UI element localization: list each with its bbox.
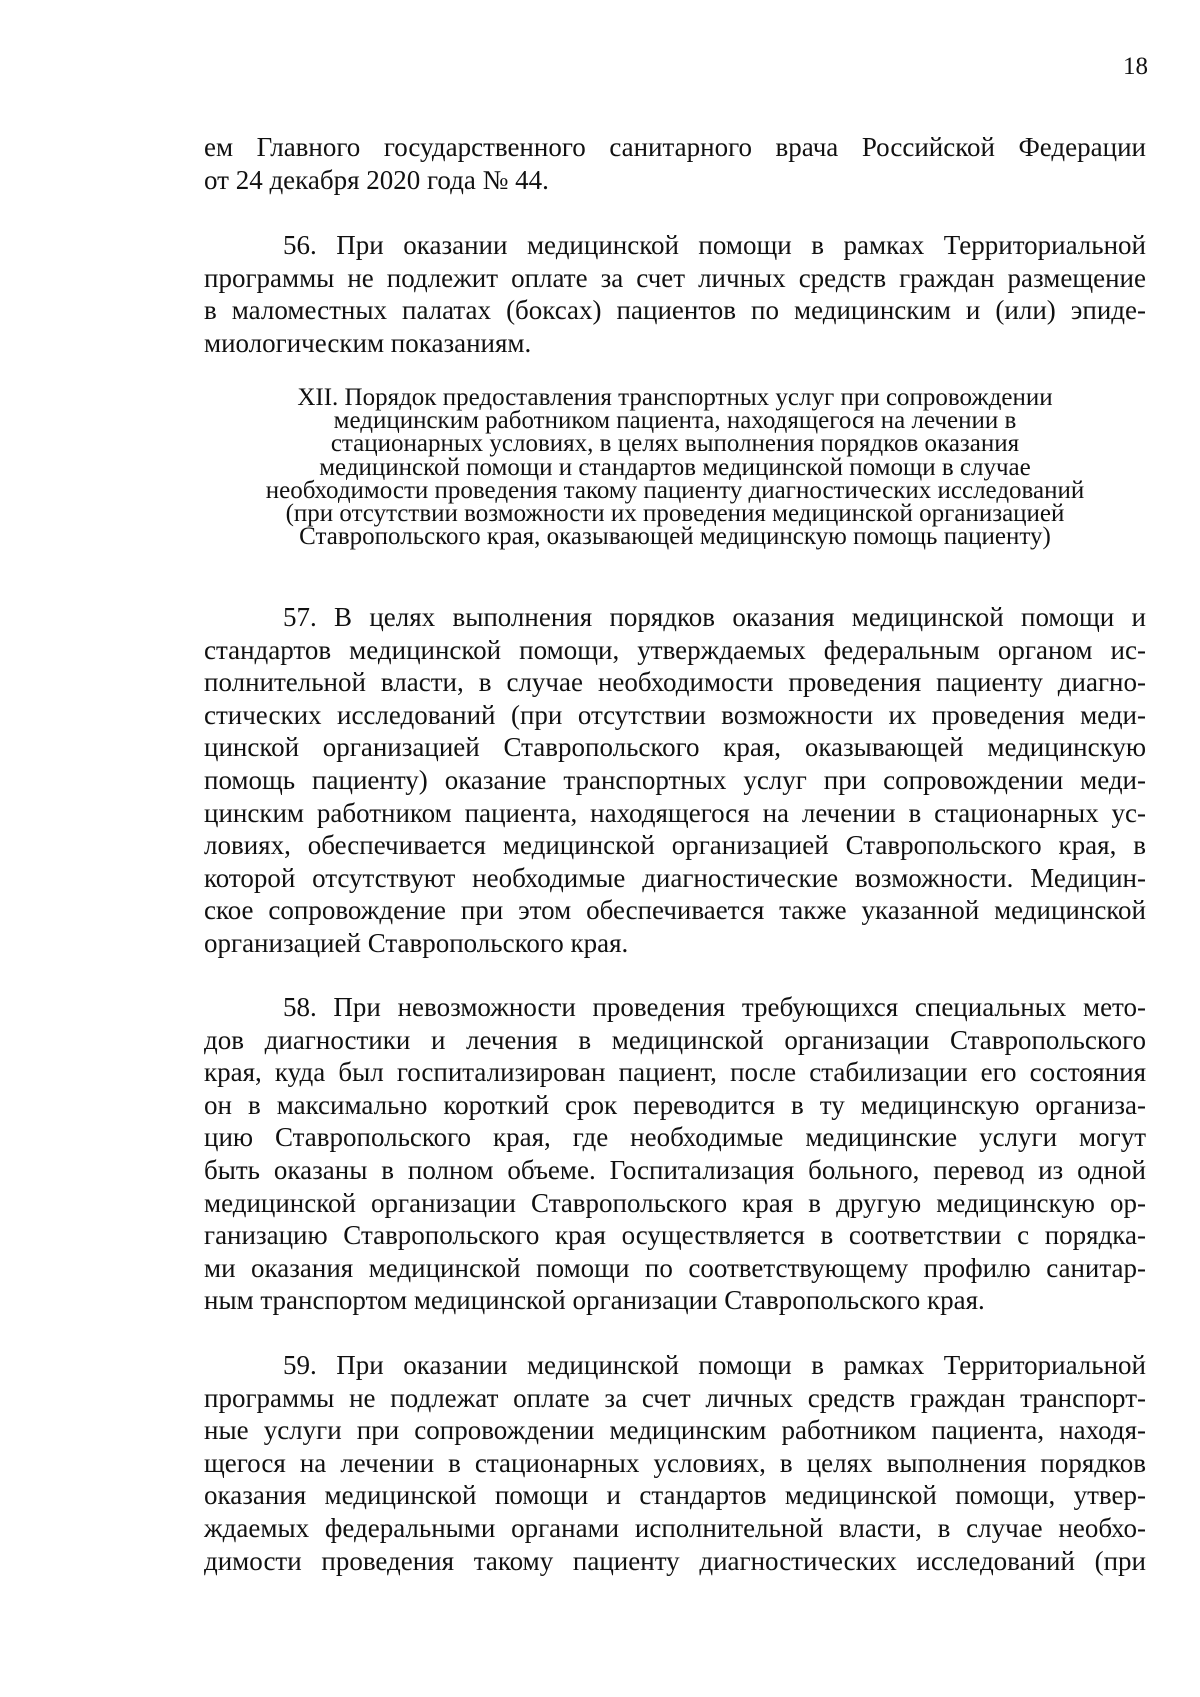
paragraph-line: программы не подлежит оплате за счет личных средств граждан размещение xyxy=(204,262,1146,293)
heading-line: медицинским работником пациента, находящегося на лечении в xyxy=(333,407,1017,435)
paragraph-line: 58. При невозможности проведения требующихся специальных мето- xyxy=(283,992,1146,1022)
paragraph-58 xyxy=(204,991,1146,1317)
paragraph-line: цинской организацией Ставропольского края, оказывающей медицинскую xyxy=(204,732,1146,763)
paragraph-line: димости проведения такому пациенту диагностических исследований (при xyxy=(204,1545,1146,1576)
paragraph-line: в маломестных палатах (боксах) пациентов по медицинским и (или) эпиде- xyxy=(204,295,1146,326)
paragraph-line: дов диагностики и лечения в медицинской организации Ставропольского xyxy=(204,1024,1146,1055)
paragraph-line: ем Главного государственного санитарного врача Российской Федерации xyxy=(204,132,1146,162)
heading-line: XII. Порядок предоставления транспортных услуг при сопровождении xyxy=(297,384,1053,411)
paragraph-line: щегося на лечении в стационарных условиях, в целях выполнения порядков xyxy=(204,1447,1146,1478)
intro-paragraph xyxy=(204,131,1146,196)
paragraph-line: оказания медицинской помощи и стандартов медицинской помощи, утвер- xyxy=(204,1480,1146,1511)
page-number: 18 xyxy=(1123,53,1148,80)
paragraph-line: ловиях, обеспечивается медицинской организацией Ставропольского края, в xyxy=(204,830,1146,861)
heading-line: стационарных условиях, в целях выполнения порядков оказания xyxy=(330,430,1020,458)
heading-line: необходимости проведения такому пациенту диагностических исследований xyxy=(265,476,1085,504)
heading-line: (при отсутствии возможности их проведения медицинской организацией xyxy=(285,500,1065,528)
paragraph-line: миологическим показаниям. xyxy=(204,327,532,358)
section-heading xyxy=(204,384,1146,551)
paragraph-line: организацией Ставропольского края. xyxy=(204,927,629,958)
paragraph-56 xyxy=(204,229,1146,359)
paragraph-line: ным транспортом медицинской организации Ставропольского края. xyxy=(204,1285,985,1316)
paragraph-line: ганизацию Ставропольского края осуществляется в соответствии с порядка- xyxy=(204,1220,1146,1251)
paragraph-line: медицинской организации Ставропольского края в другую медицинскую ор- xyxy=(204,1187,1146,1218)
paragraph-line: он в максимально короткий срок переводится в ту медицинскую организа- xyxy=(204,1089,1146,1120)
paragraph-line: которой отсутствуют необходимые диагностические возможности. Медицин- xyxy=(204,862,1146,893)
paragraph-line: цинским работником пациента, находящегося на лечении в стационарных ус- xyxy=(204,797,1146,828)
heading-line: Ставропольского края, оказывающей медицинскую помощь пациенту) xyxy=(299,523,1051,551)
paragraph-line: помощь пациенту) оказание транспортных услуг при сопровождении меди- xyxy=(204,764,1146,795)
paragraph-line: полнительной власти, в случае необходимости проведения пациенту диагно- xyxy=(204,667,1146,698)
paragraph-line: 56. При оказании медицинской помощи в рамках Территориальной xyxy=(283,230,1146,260)
paragraph-line: программы не подлежат оплате за счет личных средств граждан транспорт- xyxy=(204,1382,1146,1413)
paragraph-line: ные услуги при сопровождении медицинским работником пациента, находя- xyxy=(204,1415,1146,1446)
paragraph-line: 59. При оказании медицинской помощи в рамках Территориальной xyxy=(283,1350,1146,1380)
paragraph-line: быть оказаны в полном объеме. Госпитализация больного, перевод из одной xyxy=(204,1154,1146,1185)
paragraph-line: стандартов медицинской помощи, утверждаемых федеральным органом ис- xyxy=(204,634,1146,665)
paragraph-line: цию Ставропольского края, где необходимые медицинские услуги могут xyxy=(204,1122,1146,1153)
paragraph-line: стических исследований (при отсутствии возможности их проведения меди- xyxy=(204,699,1146,730)
paragraph-line: ми оказания медицинской помощи по соответствующему профилю санитар- xyxy=(204,1252,1146,1283)
heading-line: медицинской помощи и стандартов медицинской помощи в случае xyxy=(319,453,1031,481)
paragraph-line: ждаемых федеральными органами исполнительной власти, в случае необхо- xyxy=(204,1512,1146,1543)
paragraph-line: от 24 декабря 2020 года № 44. xyxy=(204,164,549,195)
paragraph-line: края, куда был госпитализирован пациент, после стабилизации его состояния xyxy=(204,1057,1146,1088)
paragraph-line: 57. В целях выполнения порядков оказания медицинской помощи и xyxy=(283,602,1146,632)
paragraph-57 xyxy=(204,601,1146,960)
paragraph-59 xyxy=(204,1349,1146,1577)
paragraph-line: ское сопровождение при этом обеспечивается также указанной медицинской xyxy=(204,895,1146,926)
